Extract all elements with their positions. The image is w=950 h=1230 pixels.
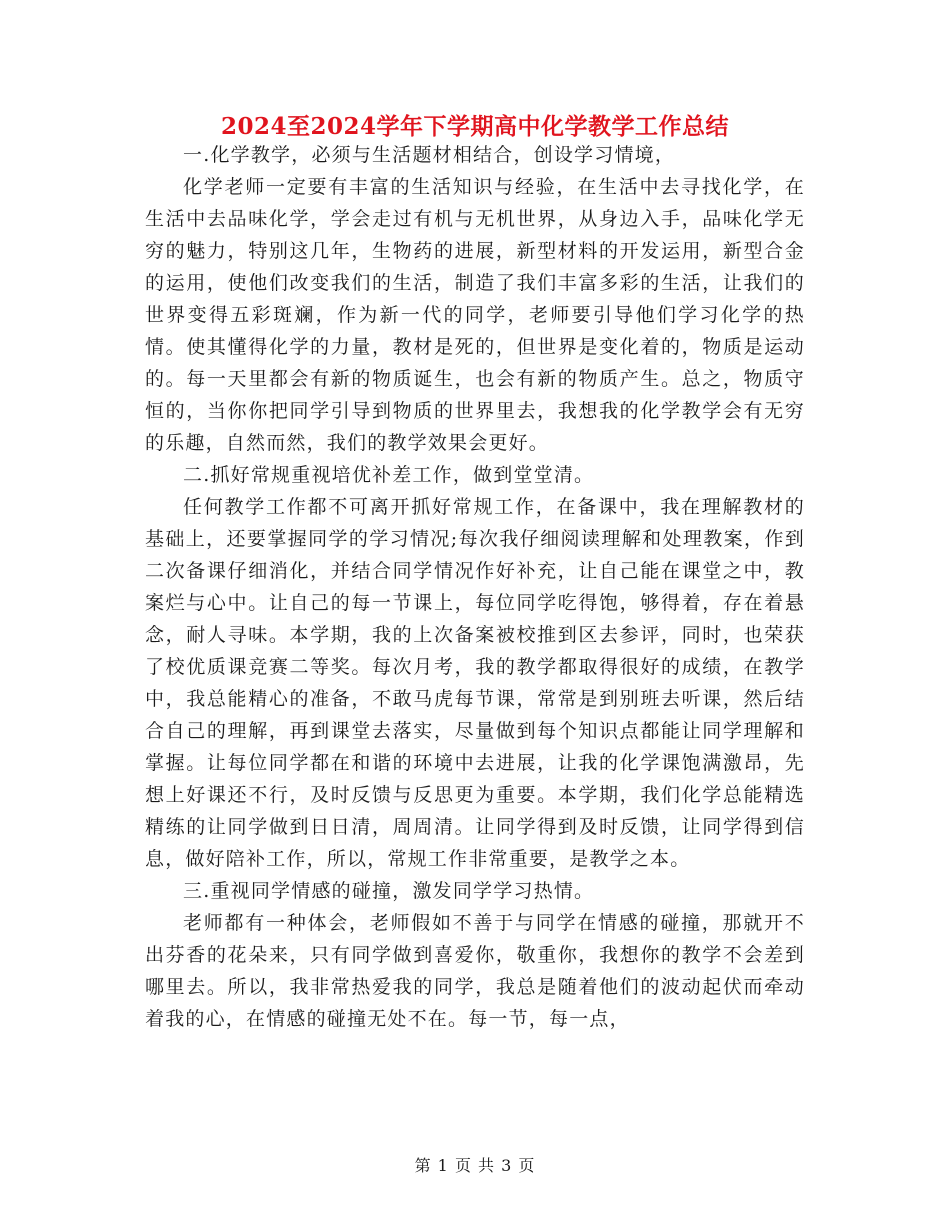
section-heading-2: 二.抓好常规重视培优补差工作，做到堂堂清。 (183, 464, 595, 486)
section-heading-1: 一.化学教学，必须与生活题材相结合，创设学习情境， (183, 144, 676, 166)
body-paragraph: 任何教学工作都不可离开抓好常规工作，在备课中，我在理解教材的基础上，还要掌握同学的学习情况;每次我仔细阅读理解和处理教案，作到二次备课仔细消化，并结合同学情况作好补充，让自己能在课堂之中，教案烂与心中。让自己的每一节课上，每位同学吃得饱，够得着，存在着悬念，耐人寻味。本学期，我的上次备案被校推到区去参评，同时，也荣获了校优质课竞赛二等奖。每次月考，我的教学都取得很好的成绩，在教学中，我总能精心的准备，不敢马虎每节课，常常是到别班去听课，然后结合自己的理解，再到课堂去落实，尽量做到每个知识点都能让同学理解和掌握。让每位同学都在和谐的环境中去进展，让我的化学课饱满激昂，先想上好课还不行，及时反馈与反思更为重要。本学期，我们化学总能精选精练的让同学做到日日清，周周清。让同学得到及时反馈，让同学得到信息，做好陪补工作，所以，常规工作非常重要，是教学之本。 (145, 496, 805, 870)
document-title: 2024至2024学年下学期高中化学教学工作总结 (220, 113, 730, 140)
body-paragraph: 化学老师一定要有丰富的生活知识与经验，在生活中去寻找化学，在生活中去品味化学，学会走过有机与无机世界，从身边入手，品味化学无穷的魅力，特别这几年，生物药的进展，新型材料的开发运用，新型合金的运用，使他们改变我们的生活，制造了我们丰富多彩的生活，让我们的世界变得五彩斑斓，作为新一代的同学，老师要引导他们学习化学的热情。使其懂得化学的力量，教材是死的，但世界是变化着的，物质是运动的。每一天里都会有新的物质诞生，也会有新的物质产生。总之，物质守恒的，当你你把同学引导到物质的世界里去，我想我的化学教学会有无穷的乐趣，自然而然，我们的教学效果会更好。 (145, 176, 805, 454)
body-paragraph: 老师都有一种体会，老师假如不善于与同学在情感的碰撞，那就开不出芬香的花朵来，只有同学做到喜爱你，敬重你，我想你的教学不会差到哪里去。所以，我非常热爱我的同学，我总是随着他们的波动起伏而牵动着我的心，在情感的碰撞无处不在。每一节，每一点， (145, 912, 805, 1030)
section-heading-3: 三.重视同学情感的碰撞，激发同学学习热情。 (183, 880, 595, 902)
page-number-footer: 第 1 页 共 3 页 (414, 1156, 536, 1175)
document-body (145, 139, 805, 1035)
